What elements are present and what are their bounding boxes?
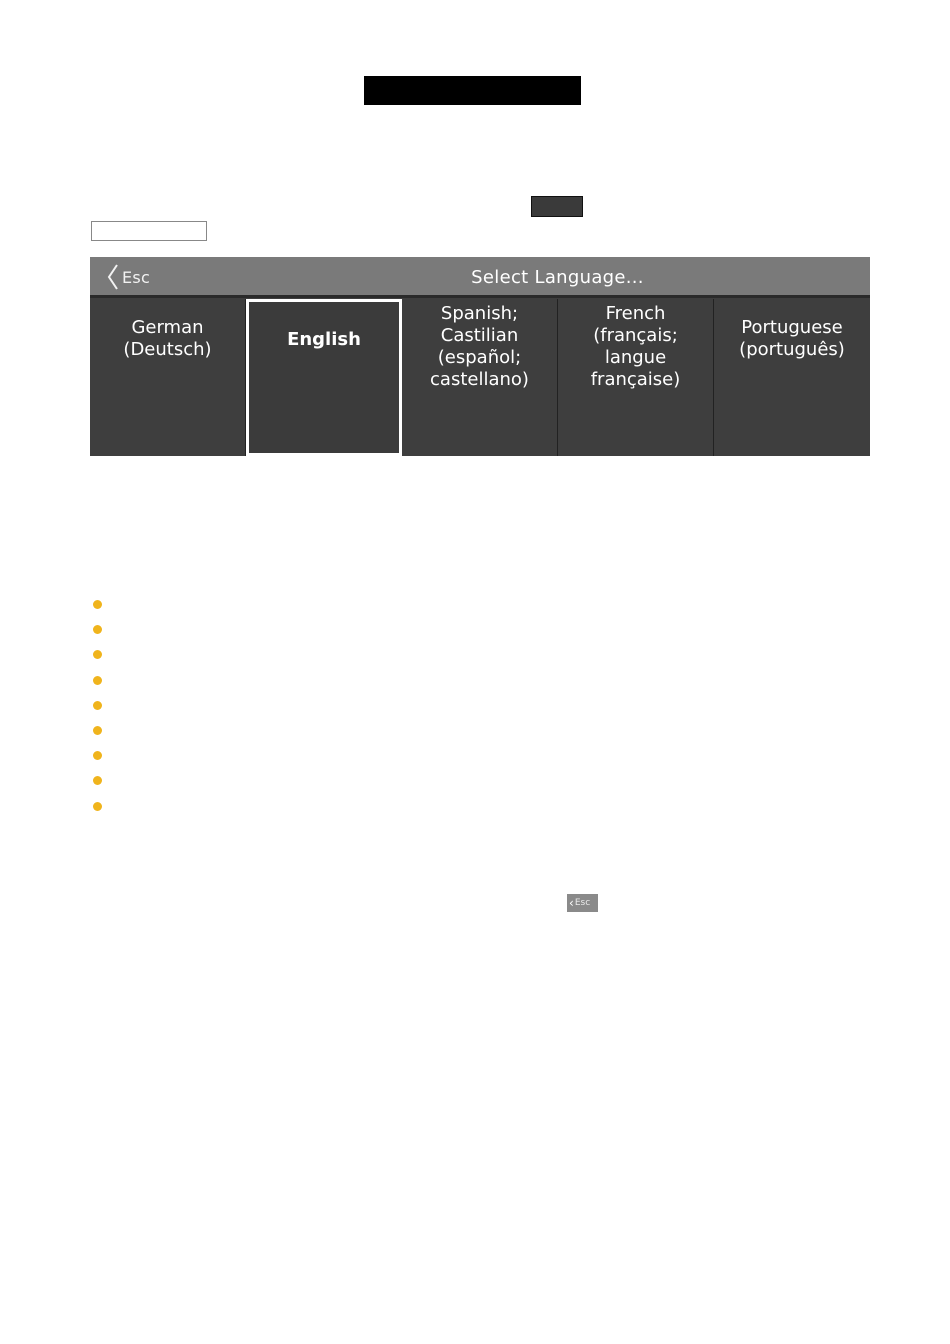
bullet-dot-icon	[93, 676, 102, 685]
language-option-german[interactable]: German (Deutsch)	[90, 299, 246, 456]
language-option-french[interactable]: French (français; langue française)	[558, 299, 714, 456]
inline-esc-icon	[567, 894, 598, 912]
bullet-dot-icon	[93, 776, 102, 785]
bullet-dot-icon	[93, 625, 102, 634]
inline-esc-label: Esc	[574, 898, 591, 908]
list-item	[93, 597, 103, 622]
list-item	[93, 698, 103, 723]
bullet-dot-icon	[93, 751, 102, 760]
key-button[interactable]	[531, 196, 583, 217]
dialog-header	[90, 257, 870, 298]
list-item	[93, 723, 103, 748]
select-language-dialog	[90, 257, 870, 456]
dialog-title: Select Language...	[471, 267, 644, 288]
esc-label: Esc	[122, 267, 151, 287]
list-item	[93, 622, 103, 647]
list-item	[93, 773, 103, 798]
bullet-dot-icon	[93, 802, 102, 811]
empty-input-field[interactable]	[91, 221, 207, 241]
bullet-dot-icon	[93, 701, 102, 710]
language-options	[90, 299, 870, 456]
list-item	[93, 647, 103, 672]
language-option-spanish[interactable]: Spanish; Castilian (español; castellano)	[402, 299, 558, 456]
bullet-list	[93, 597, 103, 824]
bullet-dot-icon	[93, 650, 102, 659]
language-option-portuguese[interactable]: Portuguese (português)	[714, 299, 870, 456]
redacted-title-bar	[364, 76, 581, 105]
language-option-english[interactable]: English	[246, 299, 402, 456]
bullet-dot-icon	[93, 600, 102, 609]
bullet-dot-icon	[93, 726, 102, 735]
list-item	[93, 799, 103, 824]
list-item	[93, 748, 103, 773]
list-item	[93, 673, 103, 698]
chevron-left-icon: ‹	[569, 896, 574, 910]
